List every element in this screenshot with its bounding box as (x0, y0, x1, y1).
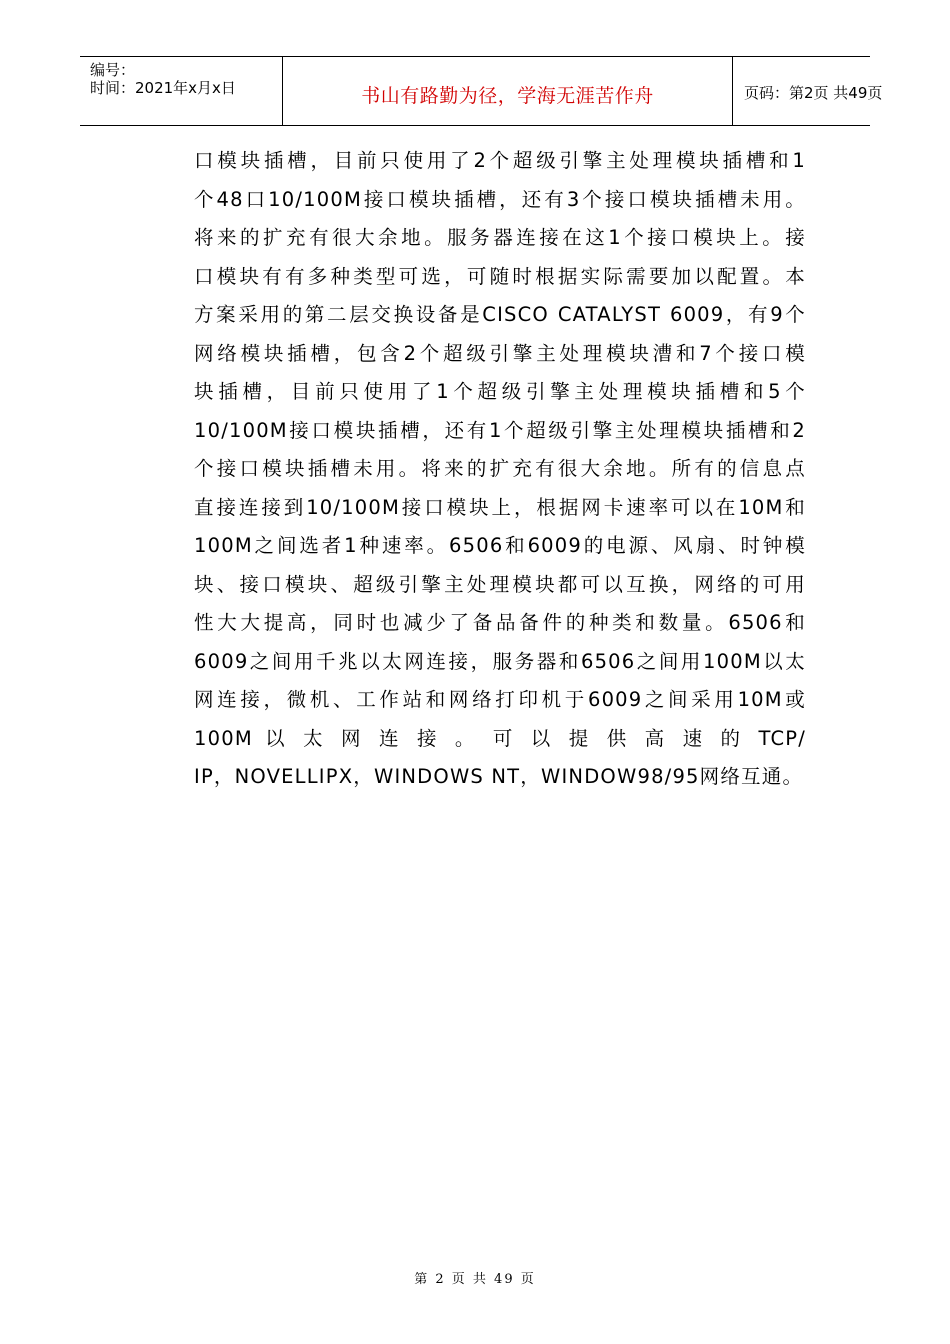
paragraph-line: 网络模块插槽，包含2个超级引擎主处理模块漕和7个接口模 (194, 341, 806, 365)
paragraph-line: 6009之间用千兆以太网连接，服务器和6506之间用100M以太 (194, 649, 806, 673)
header-table (80, 56, 883, 126)
paragraph-line: 个接口模块插槽未用。将来的扩充有很大余地。所有的信息点 (194, 457, 806, 480)
header-motto: 书山有路勤为径，学海无涯苦作舟 (361, 85, 654, 107)
document-number-label: 编号： (90, 61, 136, 79)
paragraph-line: 100M之间选者1种速率。6506和6009的电源、风扇、时钟模 (194, 534, 806, 557)
paragraph-line: 10/100M接口模块插槽，还有1个超级引擎主处理模块插槽和2 (194, 418, 806, 442)
document-date-label: 时间：2021年x月x日 (90, 79, 236, 97)
paragraph-line: 将来的扩充有很大余地。服务器连接在这1个接口模块上。接 (194, 226, 806, 249)
paragraph-line: 个48口10/100M接口模块插槽，还有3个接口模块插槽未用。 (194, 187, 806, 211)
header-meta-cell (80, 57, 282, 125)
paragraph-line: 100M 以 太 网 连 接 。 可 以 提 供 高 速 的 TCP/ (194, 726, 806, 750)
paragraph-line: 块插槽，目前只使用了1个超级引擎主处理模块插槽和5个 (194, 380, 806, 403)
page-footer: 第 2 页 共 49 页 (414, 1272, 536, 1287)
header-page-cell (732, 57, 883, 125)
paragraph-line: 块、接口模块、超级引擎主处理模块都可以互换，网络的可用 (194, 572, 806, 596)
paragraph-line: 口模块插槽，目前只使用了2个超级引擎主处理模块插槽和1 (194, 149, 806, 172)
paragraph-line: 口模块有有多种类型可选，可随时根据实际需要加以配置。本 (194, 264, 806, 288)
header-motto-cell (282, 57, 733, 125)
paragraph-line: 性大大提高，同时也减少了备品备件的种类和数量。6506和 (194, 611, 806, 634)
body-text (194, 142, 806, 797)
paragraph-line: 直接连接到10/100M接口模块上，根据网卡速率可以在10M和 (194, 495, 806, 519)
paragraph-line: 网连接，微机、工作站和网络打印机于6009之间采用10M或 (194, 688, 806, 711)
paragraph-line: 方案采用的第二层交换设备是CISCO CATALYST 6009，有9个 (194, 303, 806, 326)
header-page-code: 页码：第2页 共49页 (744, 84, 883, 102)
paragraph-line: IP，NOVELLIPX，WINDOWS NT，WINDOW98/95网络互通。 (194, 765, 804, 788)
